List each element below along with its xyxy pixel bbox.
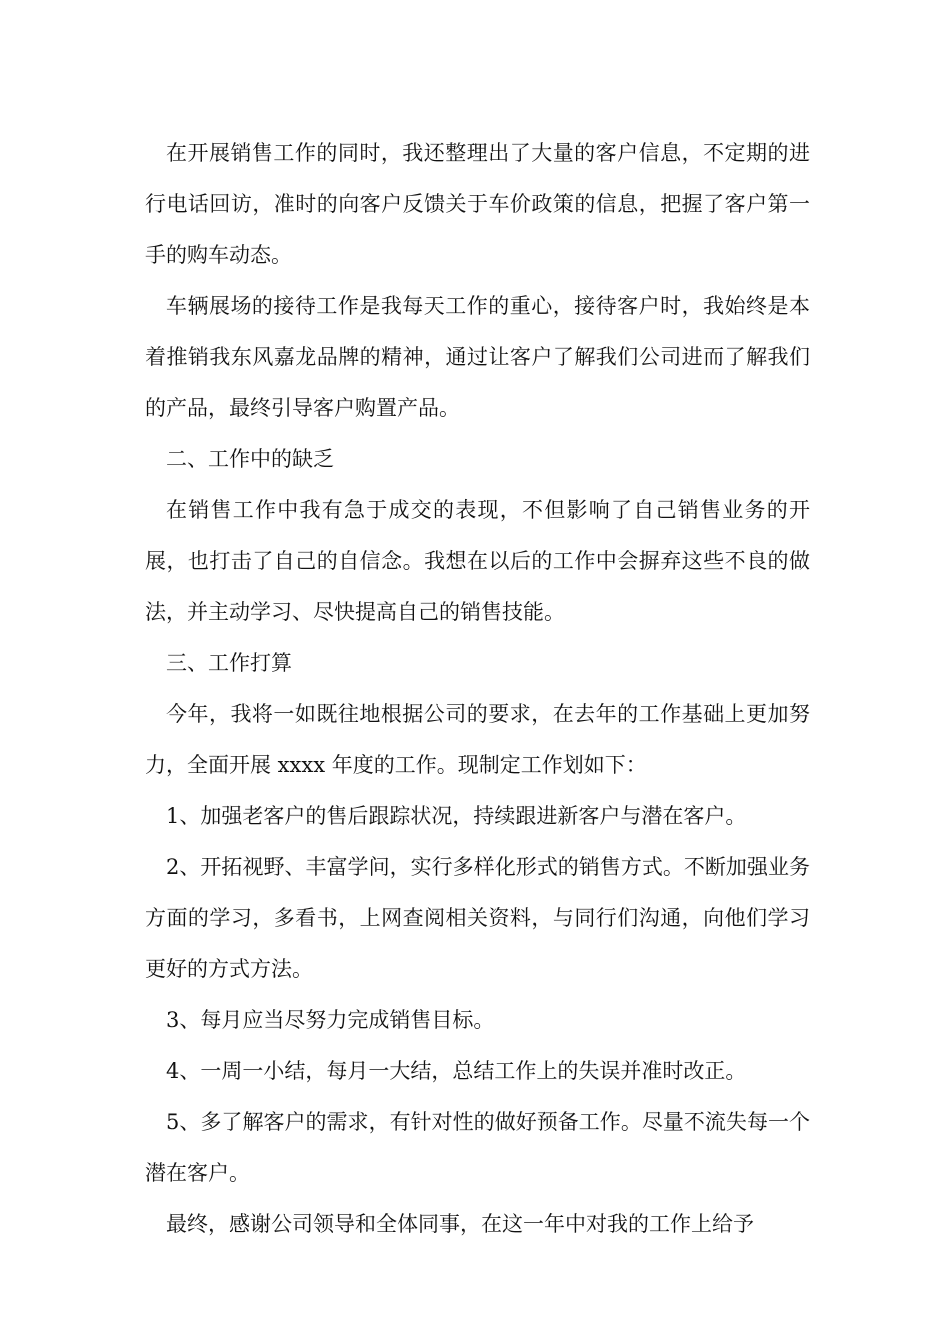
plan-item-1: 1、加强老客户的售后跟踪状况，持续跟进新客户与潜在客户。 [166, 804, 747, 828]
paragraph-showroom-reception: 车辆展场的接待工作是我每天工作的重心，接待客户时，我始终是本着推销我东风嘉龙品牌的精神，通过让客户了解我们公司进而了解我们的产品，最终引导客户购置产品。 [145, 294, 810, 420]
paragraph-closing: 最终，感谢公司领导和全体同事，在这一年中对我的工作上给予 [166, 1212, 754, 1236]
plan-item-3: 3、每月应当尽努力完成销售目标。 [166, 1008, 495, 1032]
paragraph-plan-intro: 今年，我将一如既往地根据公司的要求，在去年的工作基础上更加努力，全面开展 xxxx 年度的工作。现制定工作划如下： [145, 702, 810, 777]
paragraph-customer-info: 在开展销售工作的同时，我还整理出了大量的客户信息，不定期的进行电话回访，准时的向客户反馈关于车价政策的信息，把握了客户第一手的购车动态。 [145, 141, 810, 267]
section-heading-work-plan: 三、工作打算 [166, 651, 292, 675]
document-body [145, 128, 810, 1250]
paragraph-shortcomings: 在销售工作中我有急于成交的表现，不但影响了自己销售业务的开展，也打击了自己的自信念。我想在以后的工作中会摒弃这些不良的做法，并主动学习、尽快提高自己的销售技能。 [145, 498, 810, 624]
section-heading-shortcomings: 二、工作中的缺乏 [166, 447, 334, 471]
plan-item-5: 5、多了解客户的需求，有针对性的做好预备工作。尽量不流失每一个潜在客户。 [145, 1110, 810, 1185]
plan-item-2: 2、开拓视野、丰富学问，实行多样化形式的销售方式。不断加强业务方面的学习，多看书，上网查阅相关资料，与同行们沟通，向他们学习更好的方式方法。 [145, 855, 810, 981]
plan-item-4: 4、一周一小结，每月一大结，总结工作上的失误并准时改正。 [166, 1059, 747, 1083]
